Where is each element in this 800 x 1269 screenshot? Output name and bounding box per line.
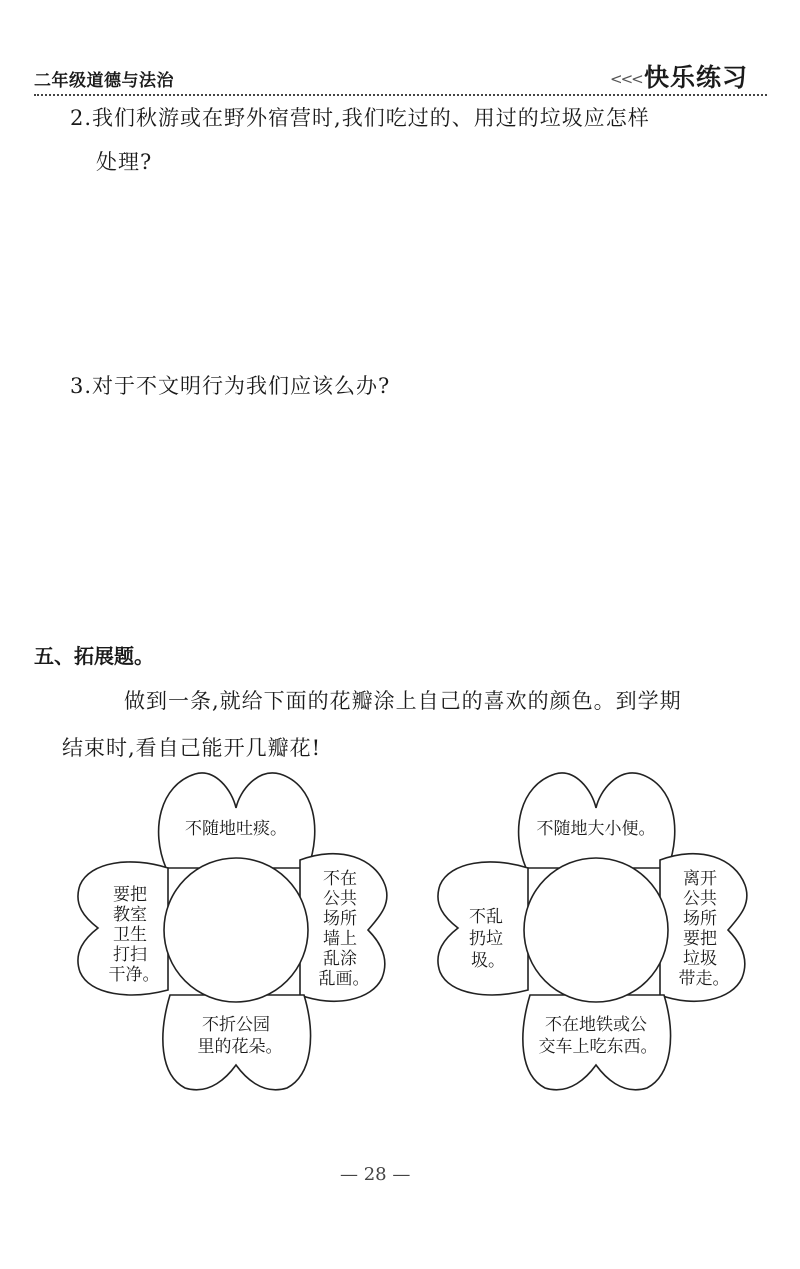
question-2-line1: 2.我们秋游或在野外宿营时,我们吃过的、用过的垃圾应怎样	[70, 106, 650, 130]
flower-right-left-line: 扔垃	[469, 929, 503, 949]
flower-right-bottom-line: 交车上吃东西。	[538, 1037, 658, 1057]
flower-right-center	[524, 858, 668, 1002]
flower-left-left-line: 打扫	[113, 945, 147, 965]
flower-right-right-line: 带走。	[678, 969, 730, 989]
page-number: — 28 —	[340, 1164, 411, 1185]
flower-left-right-line: 公共	[323, 889, 357, 909]
flower-left-left-line: 卫生	[113, 925, 147, 945]
flower-left-bottom-line: 不折公园	[202, 1015, 270, 1035]
flower-left-right-line: 墙上	[323, 929, 357, 949]
flower-right-bottom-line: 不在地铁或公	[545, 1015, 647, 1035]
flower-left-right-line: 不在	[323, 869, 357, 889]
flower-right-top-line: 不随地大小便。	[536, 819, 656, 839]
flower-right-right-line: 场所	[683, 909, 717, 929]
flower-right-right-line: 公共	[683, 889, 717, 909]
flower-left-bottom-line: 里的花朵。	[197, 1037, 283, 1057]
question-3: 3.对于不文明行为我们应该么办?	[70, 374, 391, 398]
flower-left-right-line: 场所	[323, 909, 357, 929]
section-5-instruction-line1: 做到一条,就给下面的花瓣涂上自己的喜欢的颜色。到学期	[124, 689, 682, 713]
question-2-line2: 处理?	[96, 150, 153, 174]
header-arrows-icon: <<<	[610, 70, 642, 88]
flower-left-right-line: 乱画。	[318, 969, 370, 989]
section-5-title: 五、拓展题。	[34, 644, 154, 668]
flower-left-left-line: 教室	[113, 905, 147, 925]
flower-right-left-line: 圾。	[471, 951, 505, 971]
flower-left-left-line: 要把	[113, 885, 147, 905]
flower-left-center	[164, 858, 308, 1002]
flower-right-right-line: 垃圾	[683, 949, 717, 969]
flower-right-right-line: 要把	[683, 929, 717, 949]
flower-left-top-line: 不随地吐痰。	[185, 819, 287, 839]
header-title: 快乐练习	[644, 63, 749, 92]
section-5-instruction-line2: 结束时,看自己能开几瓣花!	[62, 736, 322, 760]
flower-left-left-line: 干净。	[108, 965, 160, 985]
flower-right-left-line: 不乱	[469, 907, 503, 927]
flower-right-right-line: 离开	[683, 869, 717, 889]
flower-left-right-line: 乱涂	[323, 949, 357, 969]
header-subject: 二年级道德与法治	[34, 71, 174, 91]
